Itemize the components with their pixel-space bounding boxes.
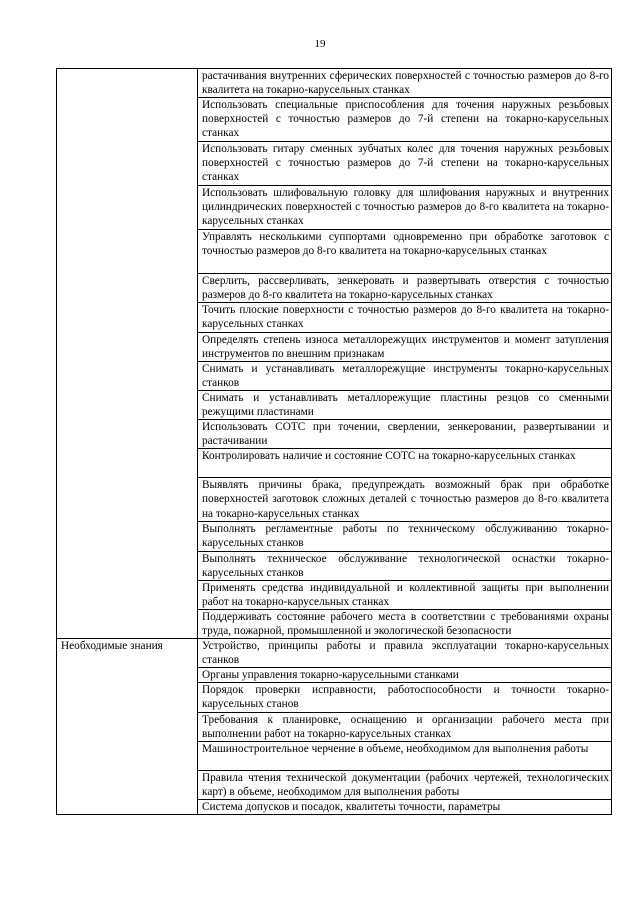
skill-item: Снимать и устанавливать металлорежущие пластины резцов со сменными режущими пластинами	[198, 390, 612, 419]
skill-item: Снимать и устанавливать металлорежущие инструменты токарно-карусельных станков	[198, 361, 612, 390]
knowledge-label-cell: Необходимые знания	[57, 639, 198, 815]
knowledge-item: Система допусков и посадок, квалитеты точности, параметры	[198, 799, 612, 814]
skill-item: растачивания внутренних сферических поверхностей с точностью размеров до 8-го квалитета на токарно-карусельных станках	[198, 69, 612, 98]
skill-item: Контролировать наличие и состояние СОТС на токарно-карусельных станках	[198, 449, 612, 478]
skill-item: Использовать СОТС при точении, сверлении, зенкеровании, развертывании и растачивании	[198, 420, 612, 449]
knowledge-item: Органы управления токарно-карусельными станками	[198, 668, 612, 683]
skill-item: Сверлить, рассверливать, зенкеровать и развертывать отверстия с точностью размеров до 8-го квалитета на токарно-карусельных станках	[198, 274, 612, 303]
skill-item: Определять степень износа металлорежущих инструментов и момент затупления инструментов по внешним признакам	[198, 332, 612, 361]
knowledge-item: Порядок проверки исправности, работоспособности и точности токарно-карусельных станов	[198, 683, 612, 712]
skill-item: Использовать шлифовальную головку для шлифования наружных и внутренних цилиндрических поверхностей с точностью размеров до 8-го квалитета на токарно-карусельных станках	[198, 186, 612, 230]
skill-item: Использовать специальные приспособления для точения наружных резьбовых поверхностей с точностью размеров до 7-й степени на токарно-карусельных станках	[198, 98, 612, 142]
knowledge-item: Правила чтения технической документации (рабочих чертежей, технологических карт) в объеме, необходимом для выполнения работы	[198, 770, 612, 799]
knowledge-item: Устройство, принципы работы и правила эксплуатации токарно-карусельных станков	[198, 639, 612, 668]
skill-item: Выполнять техническое обслуживание технологической оснастки токарно-карусельных станков	[198, 551, 612, 580]
skill-item: Поддерживать состояние рабочего места в соответствии с требованиями охраны труда, пожарной, промышленной и экологической безопасности	[198, 609, 612, 638]
knowledge-item: Машиностроительное черчение в объеме, необходимом для выполнения работы	[198, 741, 612, 770]
table-row	[57, 69, 612, 98]
page-number: 19	[314, 38, 326, 50]
skill-item: Точить плоские поверхности с точностью размеров до 8-го квалитета на токарно-карусельных станках	[198, 303, 612, 332]
skill-item: Использовать гитару сменных зубчатых колес для точения наружных резьбовых поверхностей с точностью размеров до 7-й степени на токарно-карусельных станках	[198, 142, 612, 186]
skill-item: Выполнять регламентные работы по техническому обслуживанию токарно-карусельных станков	[198, 522, 612, 551]
skills-label-cell	[57, 69, 198, 639]
skill-item: Выявлять причины брака, предупреждать возможный брак при обработке поверхностей заготовок сложных деталей с точностью размеров до 8-го квалитета на токарно-карусельных станках	[198, 478, 612, 522]
skill-item: Применять средства индивидуальной и коллективной защиты при выполнении работ на токарно-карусельных станках	[198, 580, 612, 609]
competency-table	[56, 68, 612, 815]
table-row	[57, 639, 612, 668]
knowledge-item: Требования к планировке, оснащению и организации рабочего места при выполнении работ на токарно-карусельных станках	[198, 712, 612, 741]
skill-item: Управлять несколькими суппортами одновременно при обработке заготовок с точностью размеров до 8-го квалитета на токарно-карусельных станках	[198, 230, 612, 274]
